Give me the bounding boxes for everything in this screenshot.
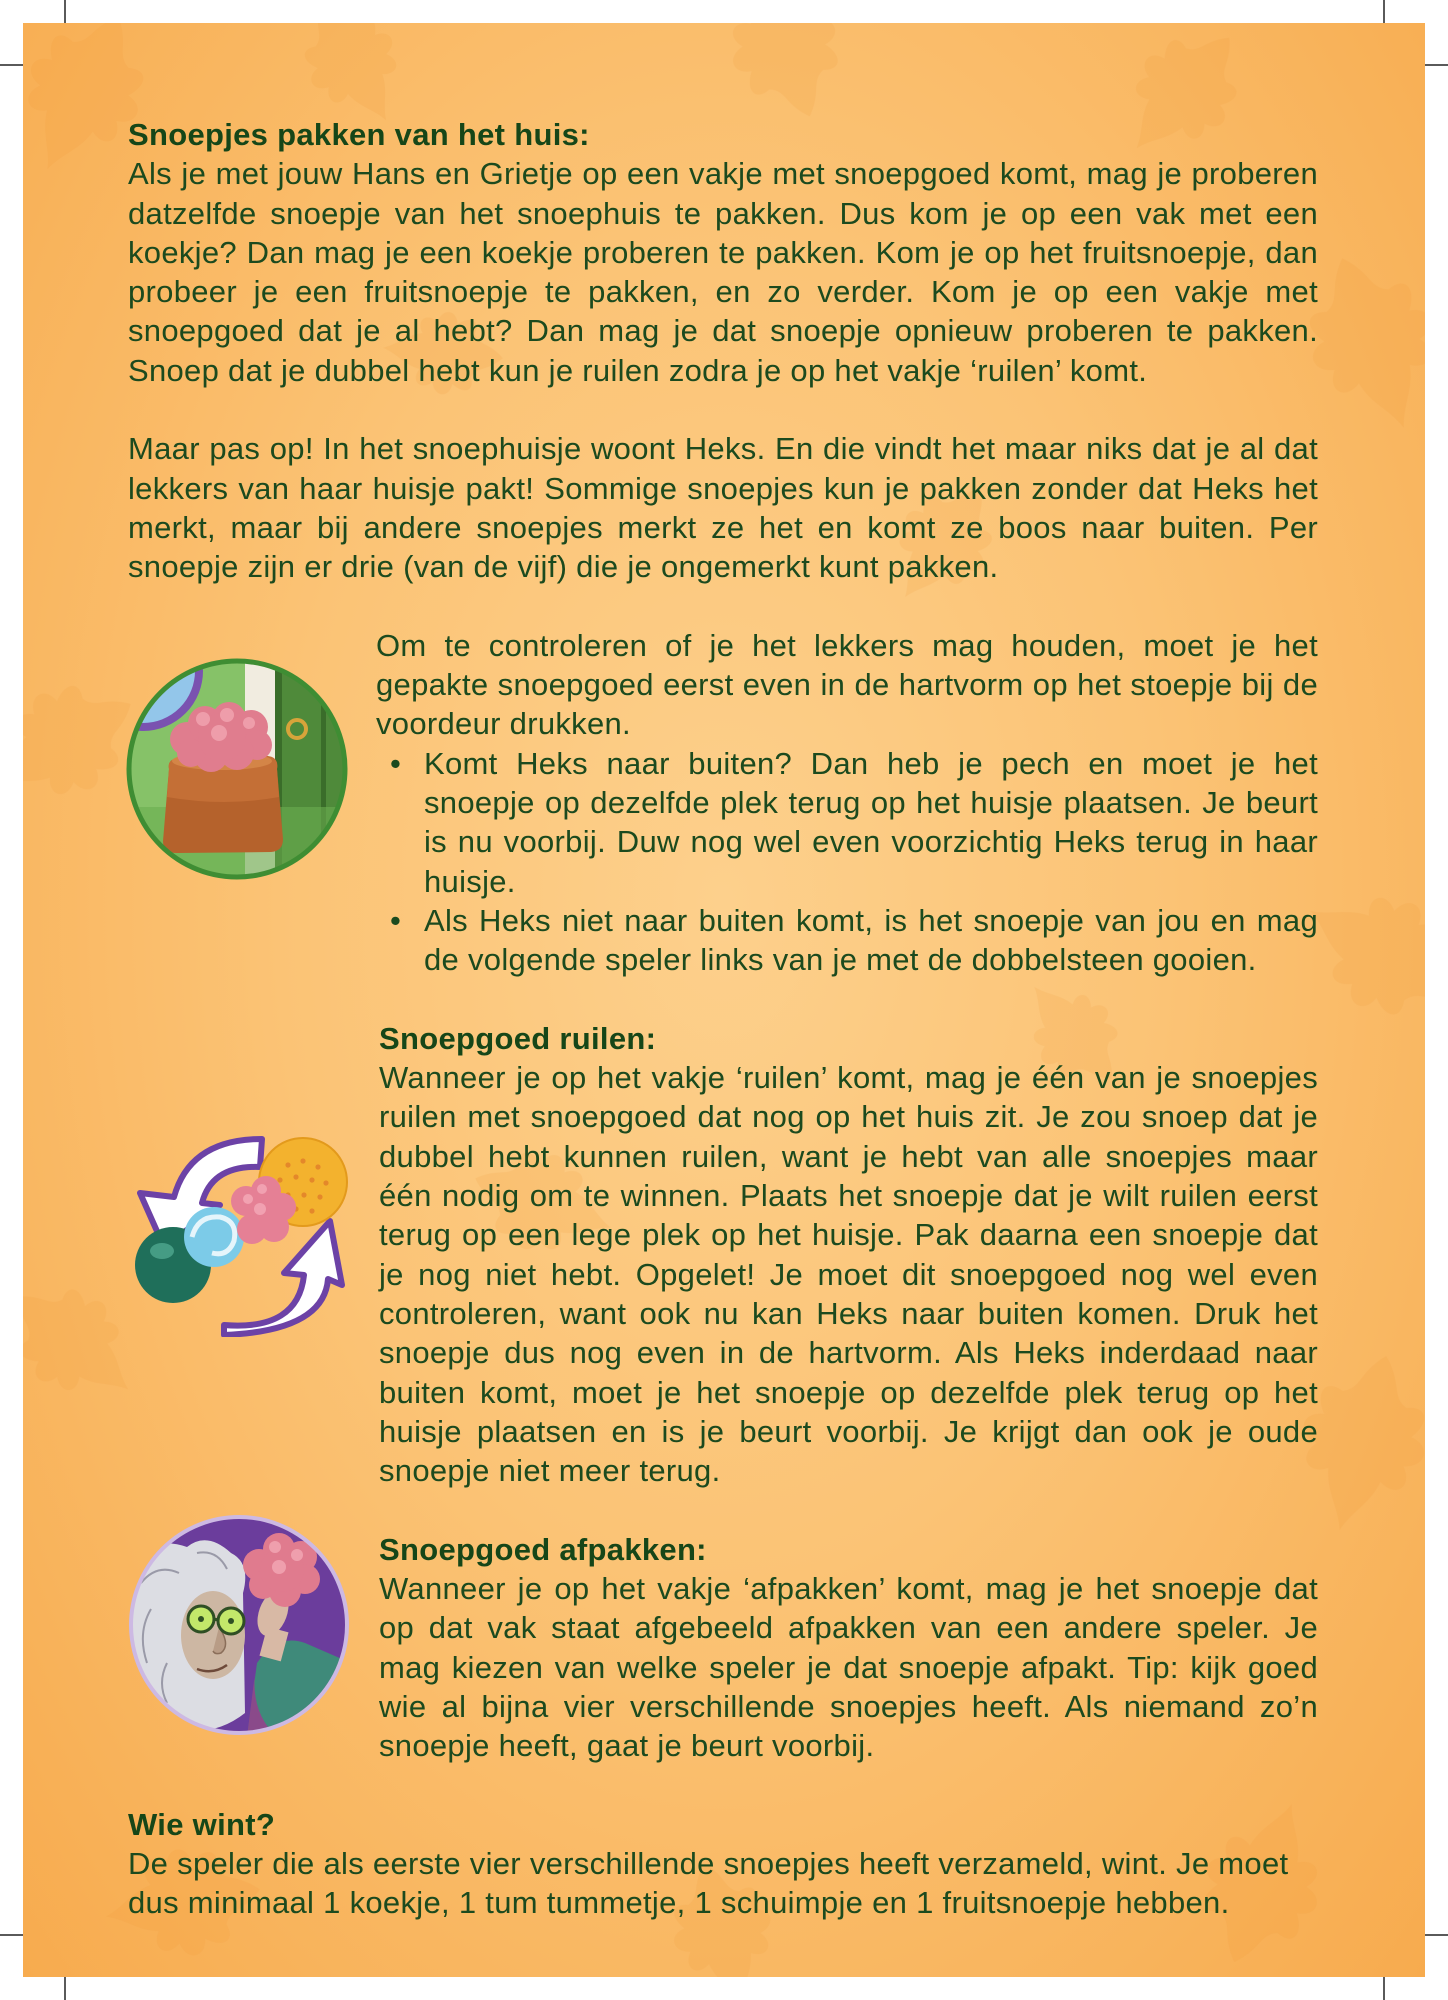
paragraph: Wanneer je op het vakje ‘afpakken’ komt, mag je het snoepje dat op dat vak staat afgebeeld afpakken van een andere speler. Je mag kiezen van welke speler je dat snoepje afpakt. Tip: kijk goed wie al bijna vier verschillende snoepjes heeft. Als niemand zo’n snoepje heeft, gaat je beurt voorbij. [379, 1570, 1318, 1764]
list-item-text: Als Heks niet naar buiten komt, is het snoepje van jou en mag de volgende speler links van je met de dobbelsteen gooien. [424, 902, 1318, 978]
paragraph: De speler die als eerste vier verschillende snoepjes heeft verzameld, wint. Je moet dus minimaal 1 koekje, 1 tum tummetje, 1 schuimpje en 1 fruitsnoepje hebben. [128, 1846, 1289, 1921]
section-heading: Snoepjes pakken van het huis: [128, 117, 590, 152]
section-take-away-candy [128, 1530, 1318, 1766]
paragraph: Als je met jouw Hans en Grietje op een vakje met snoepgoed komt, mag je proberen datzelfde snoepje van het snoephuis te pakken. Dus kom je op een vak met een koekje? Dan mag je een koekje proberen te pakken. Kom je op het fruitsnoepje, dan probeer je een fruitsnoepje te pakken, en zo verder. Kom je op een vakje met snoepgoed dat je al hebt? Dan mag je dat snoepje opnieuw proberen te pakken. Snoep dat je dubbel hebt kun je ruilen zodra je op het vakje ‘ruilen’ komt. [128, 156, 1318, 388]
list-item [390, 744, 1318, 901]
rules-content [128, 115, 1318, 1923]
bullet-list [376, 744, 1318, 980]
section-check-candy [128, 626, 1318, 980]
paragraph: Wanneer je op het vakje ‘ruilen’ komt, mag je één van je snoepjes ruilen met snoepgoed dat nog op het huis zit. Je zou snoep dat je dubbel hebt kunnen ruilen, want je hebt van alle snoepjes maar één nodig om te winnen. Plaats het snoepje dat je wilt ruilen eerst terug op een lege plek op het huisje. Pak daarna een snoepje dat je nog niet hebt. Opgelet! Je moet dit snoepgoed nog wel even controleren, want ook nu kan Heks naar buiten komen. Druk het snoepje dus nog even in de hartvorm. Als Heks inderdaad naar buiten komt, moet je het snoepje op dezelfde plek terug op het huisje plaatsen en is je beurt voorbij. Je krijgt dan ook je oude snoepje niet meer terug. [379, 1060, 1318, 1489]
section-heading: Snoepgoed afpakken: [379, 1531, 707, 1567]
section-who-wins [128, 1805, 1318, 1923]
witch-illustration [127, 1513, 351, 1737]
section-heading: Snoepgoed ruilen: [379, 1020, 657, 1056]
list-item [390, 901, 1318, 980]
section-heading: Wie wint? [128, 1806, 276, 1842]
section-swap-candy [128, 1019, 1318, 1491]
swap-arrows-icon [128, 1125, 348, 1337]
section-taking-candy [128, 115, 1318, 587]
paragraph: Om te controleren of je het lekkers mag houden, moet je het gepakte snoepgoed eerst even in de hartvorm op het stoepje bij de voordeur drukken. [376, 627, 1318, 742]
paragraph: Maar pas op! In het snoephuisje woont Heks. En die vindt het maar niks dat je al dat lekkers van haar huisje pakt! Sommige snoepjes kun je pakken zonder dat Heks het merkt, maar bij andere snoepjes merkt ze het en komt ze boos naar buiten. Per snoepje zijn er drie (van de vijf) die je ongemerkt kunt pakken. [128, 431, 1318, 585]
bullet-marker: • [390, 745, 402, 781]
bullet-marker: • [390, 902, 402, 938]
candy-in-heart-mold-illustration [125, 657, 349, 881]
list-item-text: Komt Heks naar buiten? Dan heb je pech en moet je het snoepje op dezelfde plek terug op het huisje plaatsen. Je beurt is nu voorbij. Duw nog wel even voorzichtig Heks terug in haar huisje. [424, 745, 1318, 899]
